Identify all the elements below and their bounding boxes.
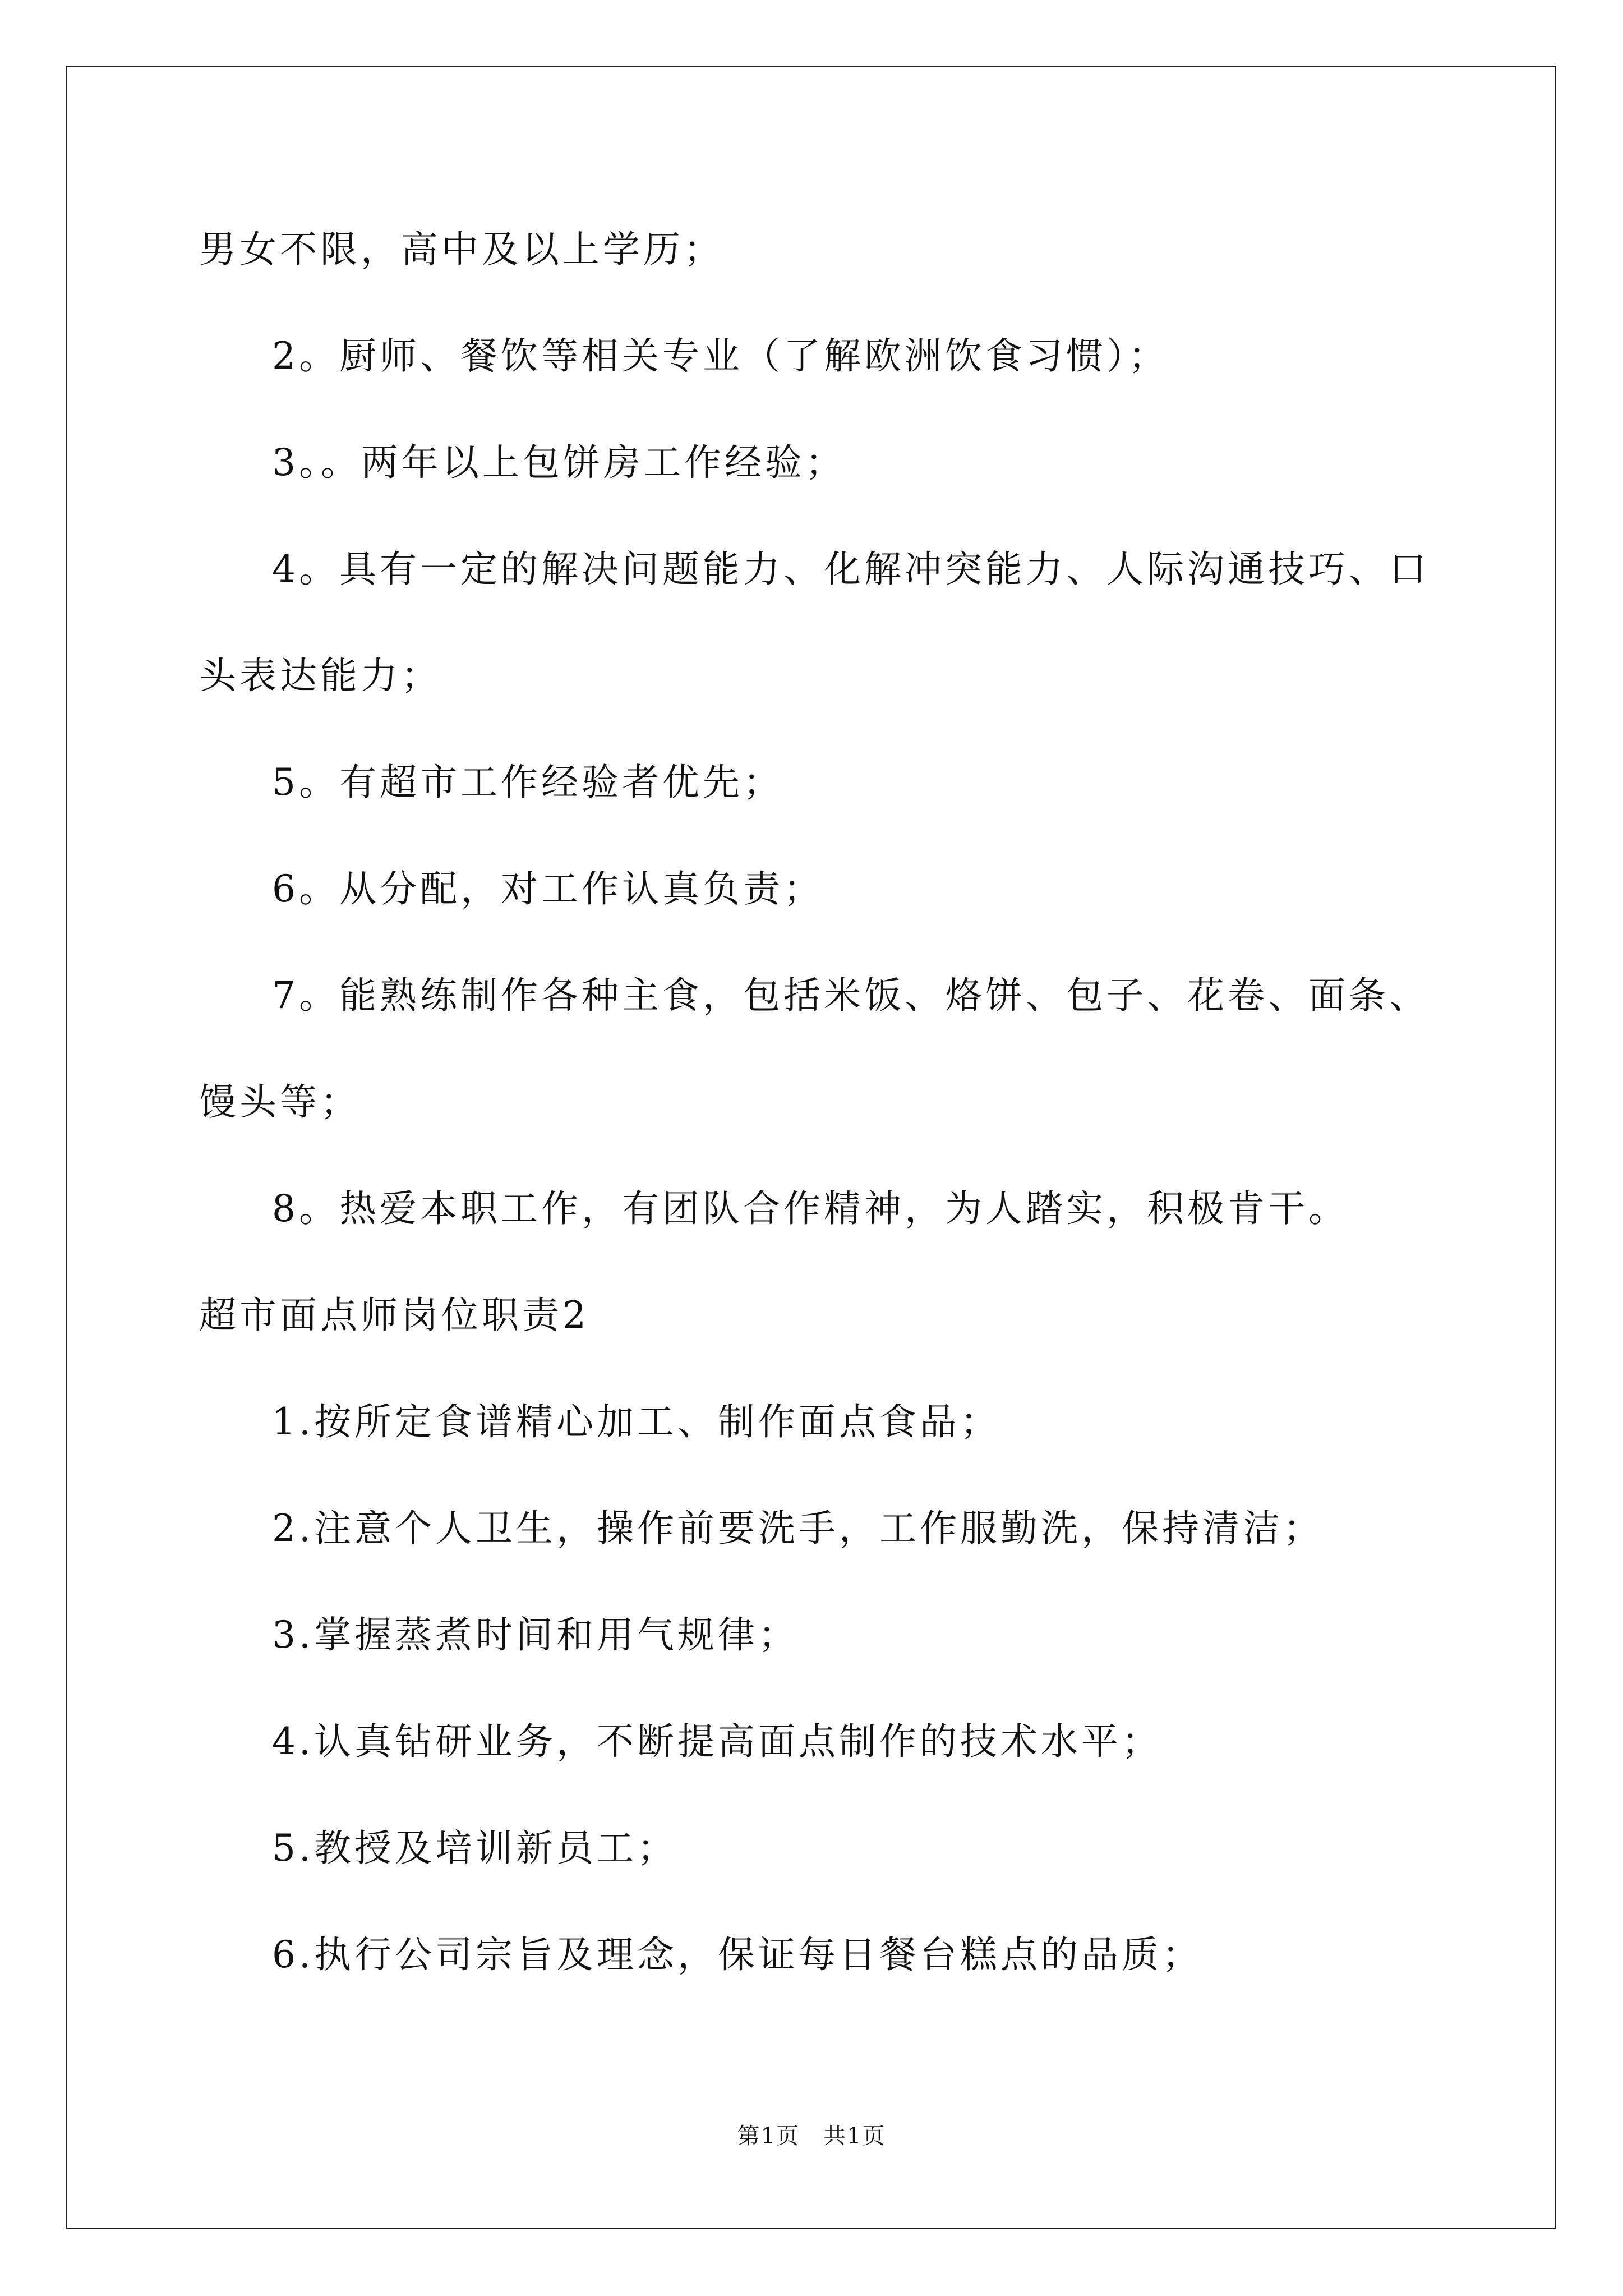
section-heading: 超市面点师岗位职责2 — [199, 1294, 589, 1337]
list-item: 5.教授及培训新员工； — [272, 1826, 677, 1870]
list-item: 7。能熟练制作各种主食，包括米饭、烙饼、包子、花卷、面条、 — [272, 974, 1430, 1017]
page-border — [66, 66, 1556, 2229]
list-item: 2。厨师、餐饮等相关专业（了解欧洲饮食习惯）； — [272, 334, 1169, 378]
page-number: 第1页 共1页 — [737, 2123, 886, 2149]
list-item: 4.认真钻研业务，不断提高面点制作的技术水平； — [272, 1720, 1162, 1763]
list-item: 4。具有一定的解决问题能力、化解冲突能力、人际沟通技巧、口 — [272, 547, 1430, 591]
list-item: 3。。两年以上包饼房工作经验； — [272, 441, 846, 484]
list-item: 5。有超市工作经验者优先； — [272, 761, 783, 804]
list-item: 1.按所定食谱精心加工、制作面点食品； — [272, 1400, 1000, 1443]
list-item: 8。热爱本职工作，有团队合作精神，为人踏实，积极肯干。 — [272, 1187, 1349, 1230]
list-item: 6.执行公司宗旨及理念，保证每日餐台糕点的品质； — [272, 1933, 1202, 1976]
list-item: 3.掌握蒸煮时间和用气规律； — [272, 1613, 799, 1657]
text-line: 男女不限，高中及以上学历； — [199, 228, 724, 271]
list-item: 6。从分配，对工作认真负责； — [272, 867, 824, 910]
text-line: 馒头等； — [199, 1080, 361, 1124]
text-line: 头表达能力； — [199, 654, 441, 697]
list-item: 2.注意个人卫生，操作前要洗手，工作服勤洗，保持清洁； — [272, 1507, 1324, 1550]
